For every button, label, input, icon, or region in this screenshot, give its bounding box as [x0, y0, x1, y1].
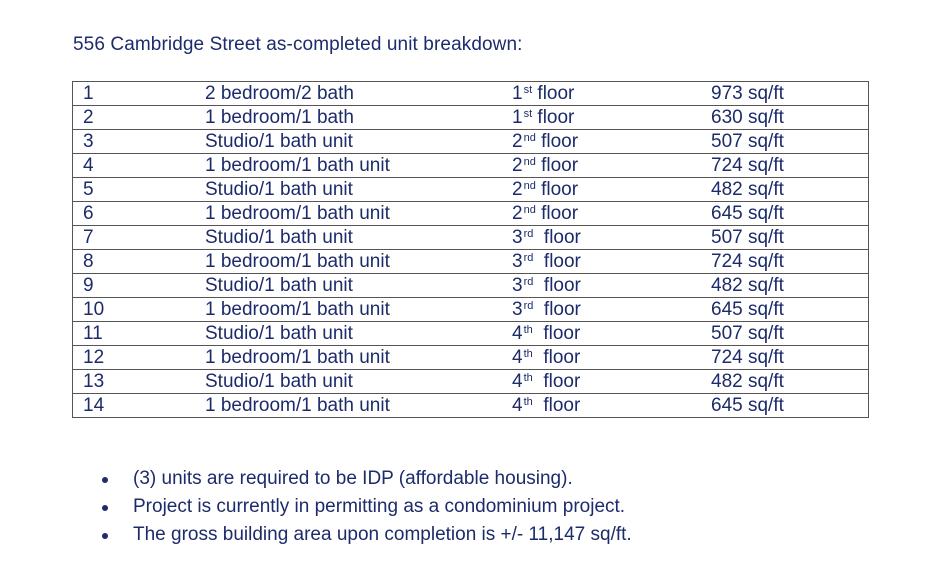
floor-word: floor [541, 155, 579, 176]
table-row [73, 178, 869, 202]
bullet-icon [102, 505, 108, 511]
table-row [73, 370, 869, 394]
note-text: Project is currently in permitting as a condominium project. [133, 496, 626, 517]
unit-type: Studio/1 bath unit [205, 370, 512, 394]
floor-ordinal-suffix: rd [523, 228, 534, 240]
unit-floor [512, 106, 711, 130]
table-row [73, 250, 869, 274]
floor-number: 3 [512, 275, 523, 296]
unit-floor [512, 394, 711, 418]
unit-type: 1 bedroom/1 bath unit [205, 202, 512, 226]
unit-number: 3 [73, 130, 206, 154]
unit-floor [512, 154, 711, 178]
floor-ordinal-suffix: nd [523, 156, 536, 168]
notes-list [98, 465, 632, 549]
unit-area: 724 sq/ft [711, 154, 869, 178]
unit-type: 1 bedroom/1 bath unit [205, 154, 512, 178]
table-row [73, 346, 869, 370]
unit-number: 11 [73, 322, 206, 346]
bullet-icon [102, 533, 108, 539]
table-row [73, 154, 869, 178]
unit-area: 645 sq/ft [711, 202, 869, 226]
floor-ordinal-suffix: nd [523, 204, 536, 216]
unit-number: 4 [73, 154, 206, 178]
floor-ordinal-suffix: st [523, 84, 533, 96]
note-text: The gross building area upon completion is +/- 11,147 sq/ft. [133, 524, 632, 545]
unit-area: 507 sq/ft [711, 226, 869, 250]
unit-type: 1 bedroom/1 bath unit [205, 394, 512, 418]
floor-ordinal-suffix: th [523, 396, 533, 408]
floor-word: floor [537, 107, 575, 128]
floor-word: floor [541, 203, 579, 224]
unit-floor [512, 274, 711, 298]
floor-word: floor [538, 347, 581, 368]
unit-number: 7 [73, 226, 206, 250]
unit-area: 645 sq/ft [711, 394, 869, 418]
unit-floor [512, 226, 711, 250]
unit-number: 8 [73, 250, 206, 274]
floor-number: 4 [512, 371, 523, 392]
floor-word: floor [538, 323, 581, 344]
unit-area: 482 sq/ft [711, 370, 869, 394]
table-row [73, 394, 869, 418]
floor-number: 3 [512, 299, 523, 320]
unit-number: 5 [73, 178, 206, 202]
unit-number: 10 [73, 298, 206, 322]
floor-number: 3 [512, 251, 523, 272]
floor-number: 2 [512, 155, 523, 176]
unit-type: Studio/1 bath unit [205, 178, 512, 202]
unit-area: 724 sq/ft [711, 346, 869, 370]
unit-floor [512, 346, 711, 370]
floor-ordinal-suffix: th [523, 372, 533, 384]
unit-type: Studio/1 bath unit [205, 322, 512, 346]
floor-word: floor [537, 83, 575, 104]
table-row [73, 106, 869, 130]
table-row [73, 322, 869, 346]
floor-word: floor [541, 179, 579, 200]
floor-number: 3 [512, 227, 523, 248]
table-row [73, 202, 869, 226]
floor-number: 2 [512, 131, 523, 152]
unit-floor [512, 130, 711, 154]
unit-type: 1 bedroom/1 bath unit [205, 346, 512, 370]
unit-type: 2 bedroom/2 bath [205, 82, 512, 106]
note-text: (3) units are required to be IDP (affordable housing). [133, 468, 573, 489]
floor-ordinal-suffix: nd [523, 180, 536, 192]
unit-floor [512, 298, 711, 322]
unit-floor [512, 82, 711, 106]
unit-breakdown-table [72, 81, 869, 418]
floor-word: floor [541, 131, 579, 152]
unit-area: 507 sq/ft [711, 322, 869, 346]
floor-ordinal-suffix: st [523, 108, 533, 120]
note-item [98, 521, 632, 549]
unit-floor [512, 250, 711, 274]
floor-ordinal-suffix: nd [523, 132, 536, 144]
floor-number: 4 [512, 395, 523, 416]
unit-floor [512, 202, 711, 226]
unit-area: 724 sq/ft [711, 250, 869, 274]
floor-number: 4 [512, 323, 523, 344]
note-item [98, 493, 632, 521]
table-row [73, 274, 869, 298]
floor-word: floor [538, 227, 581, 248]
unit-area: 630 sq/ft [711, 106, 869, 130]
table-row [73, 130, 869, 154]
floor-number: 2 [512, 203, 523, 224]
floor-word: floor [538, 371, 581, 392]
unit-number: 13 [73, 370, 206, 394]
floor-word: floor [538, 275, 581, 296]
unit-area: 973 sq/ft [711, 82, 869, 106]
unit-area: 482 sq/ft [711, 274, 869, 298]
unit-floor [512, 178, 711, 202]
floor-ordinal-suffix: rd [523, 276, 534, 288]
floor-word: floor [538, 299, 581, 320]
floor-ordinal-suffix: rd [523, 252, 534, 264]
floor-word: floor [538, 395, 581, 416]
floor-word: floor [538, 251, 581, 272]
floor-ordinal-suffix: th [523, 324, 533, 336]
floor-number: 1 [512, 83, 523, 104]
unit-number: 6 [73, 202, 206, 226]
unit-area: 507 sq/ft [711, 130, 869, 154]
unit-type: 1 bedroom/1 bath unit [205, 250, 512, 274]
unit-number: 14 [73, 394, 206, 418]
unit-type: 1 bedroom/1 bath unit [205, 298, 512, 322]
floor-number: 2 [512, 179, 523, 200]
table-row [73, 226, 869, 250]
unit-number: 12 [73, 346, 206, 370]
unit-type: Studio/1 bath unit [205, 130, 512, 154]
note-item [98, 465, 632, 493]
floor-number: 4 [512, 347, 523, 368]
unit-area: 645 sq/ft [711, 298, 869, 322]
unit-type: 1 bedroom/1 bath [205, 106, 512, 130]
document-title: 556 Cambridge Street as-completed unit breakdown: [73, 34, 523, 55]
unit-table-body [73, 82, 869, 418]
unit-floor [512, 322, 711, 346]
floor-ordinal-suffix: rd [523, 300, 534, 312]
unit-number: 9 [73, 274, 206, 298]
floor-ordinal-suffix: th [523, 348, 533, 360]
unit-type: Studio/1 bath unit [205, 226, 512, 250]
unit-number: 1 [73, 82, 206, 106]
unit-area: 482 sq/ft [711, 178, 869, 202]
table-row [73, 298, 869, 322]
unit-type: Studio/1 bath unit [205, 274, 512, 298]
table-row [73, 82, 869, 106]
bullet-icon [102, 477, 108, 483]
unit-floor [512, 370, 711, 394]
unit-number: 2 [73, 106, 206, 130]
floor-number: 1 [512, 107, 523, 128]
